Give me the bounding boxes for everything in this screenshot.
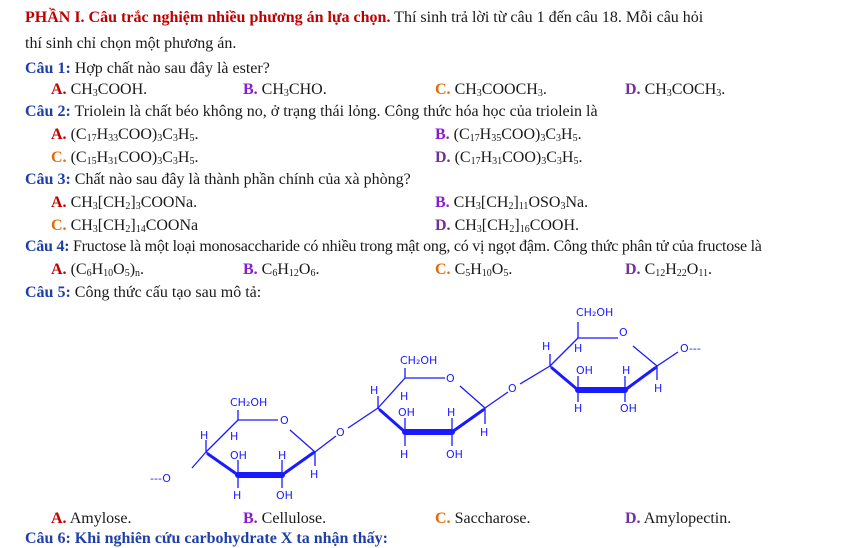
ring2-h-label: H (370, 384, 379, 397)
option-label: A. (51, 126, 67, 143)
option-text: Cellulose. (261, 510, 327, 527)
q5-option-d[interactable] (625, 509, 731, 529)
header-line-1 (25, 8, 703, 28)
question-text: Chất nào sau đây là thành phần chính của xà phòng? (74, 171, 411, 188)
option-label: B. (435, 194, 450, 211)
question-number: Câu 1: (25, 60, 71, 77)
q4-option-a[interactable]: A. $(C_6H_{10}O_5)_n$. (51, 261, 145, 279)
option-label: C. (51, 149, 67, 166)
q5-option-b[interactable] (243, 509, 326, 529)
option-text: Amylopectin. (643, 510, 732, 527)
chain-left-end: ---O (150, 472, 171, 485)
q3-option-d[interactable]: D. $CH_3[CH_2]_{16}COOH$. (435, 217, 580, 235)
link2-o-label: O (508, 382, 517, 395)
option-label: B. (243, 510, 258, 527)
link1-o-label: O (336, 426, 345, 439)
option-label: C. (435, 261, 451, 278)
ring3-o-label: O (619, 326, 628, 339)
question-1 (25, 59, 270, 79)
question-text: Triolein là chất béo không no, ở trạng thái lỏng. Công thức hóa học của triolein là (74, 103, 598, 120)
question-text: Fructose là một loại monosaccharide có nhiều trong mật ong, có vị ngọt đậm. Công thức phân tử của fructose là (73, 238, 762, 255)
question-6-partial: Câu 6: Khi nghiên cứu carbohydrate X ta nhận thấy: (25, 530, 388, 547)
question-4 (25, 237, 762, 257)
q1-option-d[interactable]: D. $CH_3COCH_3$. (625, 81, 726, 99)
ring1-h2-label: H (230, 430, 239, 443)
ring1-h4-label: H (310, 468, 319, 481)
option-label: A. (51, 81, 67, 98)
ring1-h-label: H (200, 429, 209, 442)
ring3-h3-label: H (622, 364, 631, 377)
ring2-h4-label: H (480, 426, 489, 439)
option-label: C. (435, 510, 451, 527)
ring1-h3-label: H (278, 449, 287, 462)
ring1-h5-label: H (233, 489, 242, 502)
header-line-2: thí sinh chỉ chọn một phương án. (25, 35, 237, 52)
ring2-oh2-label: OH (446, 448, 463, 461)
option-text: Saccharose. (454, 510, 531, 527)
q4-option-b[interactable]: B. $C_6H_{12}O_6$. (243, 261, 320, 279)
ring2-h5-label: H (400, 448, 409, 461)
option-label: B. (243, 261, 258, 278)
option-label: A. (51, 510, 67, 527)
option-label: D. (625, 510, 641, 527)
ring3-ch2oh-label: CH₂OH (576, 306, 614, 319)
question-text: Hợp chất nào sau đây là ester? (74, 60, 270, 77)
question-number: Câu 3: (25, 171, 71, 188)
q2-option-c[interactable]: C. $(C_{15}H_{31}COO)_3C_3H_5$. (51, 149, 199, 167)
option-label: D. (435, 149, 451, 166)
question-number: Câu 2: (25, 103, 71, 120)
part-title: PHẦN I. Câu trắc nghiệm nhiều phương án lựa chọn. (25, 9, 391, 26)
ring1-oh-label: OH (230, 449, 247, 462)
ring2-o-label: O (446, 372, 455, 385)
ring3-oh2-label: OH (620, 402, 637, 415)
option-text: Amylose. (69, 510, 132, 527)
ring2-h2-label: H (400, 390, 409, 403)
option-label: D. (625, 81, 641, 98)
ring2-h3-label: H (447, 406, 456, 419)
chain-right-end: O--- (680, 342, 701, 355)
question-text: Công thức cấu tạo sau mô tả: (74, 284, 262, 301)
option-label: A. (51, 261, 67, 278)
ring3-oh-label: OH (576, 364, 593, 377)
ring3-h4-label: H (654, 382, 663, 395)
q3-option-b[interactable]: B. $CH_3[CH_2]_{11}OSO_3Na$. (435, 194, 589, 212)
question-3 (25, 170, 411, 190)
instruction-text: Thí sinh trả lời từ câu 1 đến câu 18. Mỗi câu hỏi (394, 9, 704, 26)
option-label: D. (435, 217, 451, 234)
option-label: D. (625, 261, 641, 278)
q1-option-a[interactable]: A. $CH_3COOH$. (51, 81, 148, 99)
option-label: B. (243, 81, 258, 98)
polysaccharide-structure-diagram (130, 300, 730, 505)
q2-option-d[interactable]: D. $(C_{17}H_{31}COO)_3C_3H_5$. (435, 149, 583, 167)
ring3-h-label: H (542, 340, 551, 353)
question-number: Câu 4: (25, 238, 70, 255)
q1-option-b[interactable]: B. $CH_3CHO$. (243, 81, 327, 99)
q5-option-a[interactable] (51, 509, 131, 529)
ring1-o-label: O (280, 414, 289, 427)
option-label: B. (435, 126, 450, 143)
question-2 (25, 102, 598, 122)
ring2-ch2oh-label: CH₂OH (400, 354, 438, 367)
option-label: A. (51, 194, 67, 211)
question-number: Câu 5: (25, 284, 71, 301)
ring1-ch2oh-label: CH₂OH (230, 396, 268, 409)
q3-option-c[interactable]: C. $CH_3[CH_2]_{14}COONa$ (51, 217, 199, 235)
q2-option-a[interactable]: A. $(C_{17}H_{33}COO)_3C_3H_5$. (51, 126, 199, 144)
q3-option-a[interactable]: A. $CH_3[CH_2]_3COONa$. (51, 194, 198, 212)
q5-option-c[interactable] (435, 509, 531, 529)
ring3-h5-label: H (574, 402, 583, 415)
q2-option-b[interactable]: B. $(C_{17}H_{35}COO)_3C_3H_5$. (435, 126, 582, 144)
ring1-oh2-label: OH (276, 489, 293, 502)
q4-option-d[interactable]: D. $C_{12}H_{22}O_{11}$. (625, 261, 712, 279)
option-label: C. (51, 217, 67, 234)
q4-option-c[interactable]: C. $C_5H_{10}O_5$. (435, 261, 513, 279)
ring3-h2-label: H (574, 342, 583, 355)
ring2-oh-label: OH (398, 406, 415, 419)
q1-option-c[interactable]: C. $CH_3COOCH_3$. (435, 81, 547, 99)
option-label: C. (435, 81, 451, 98)
